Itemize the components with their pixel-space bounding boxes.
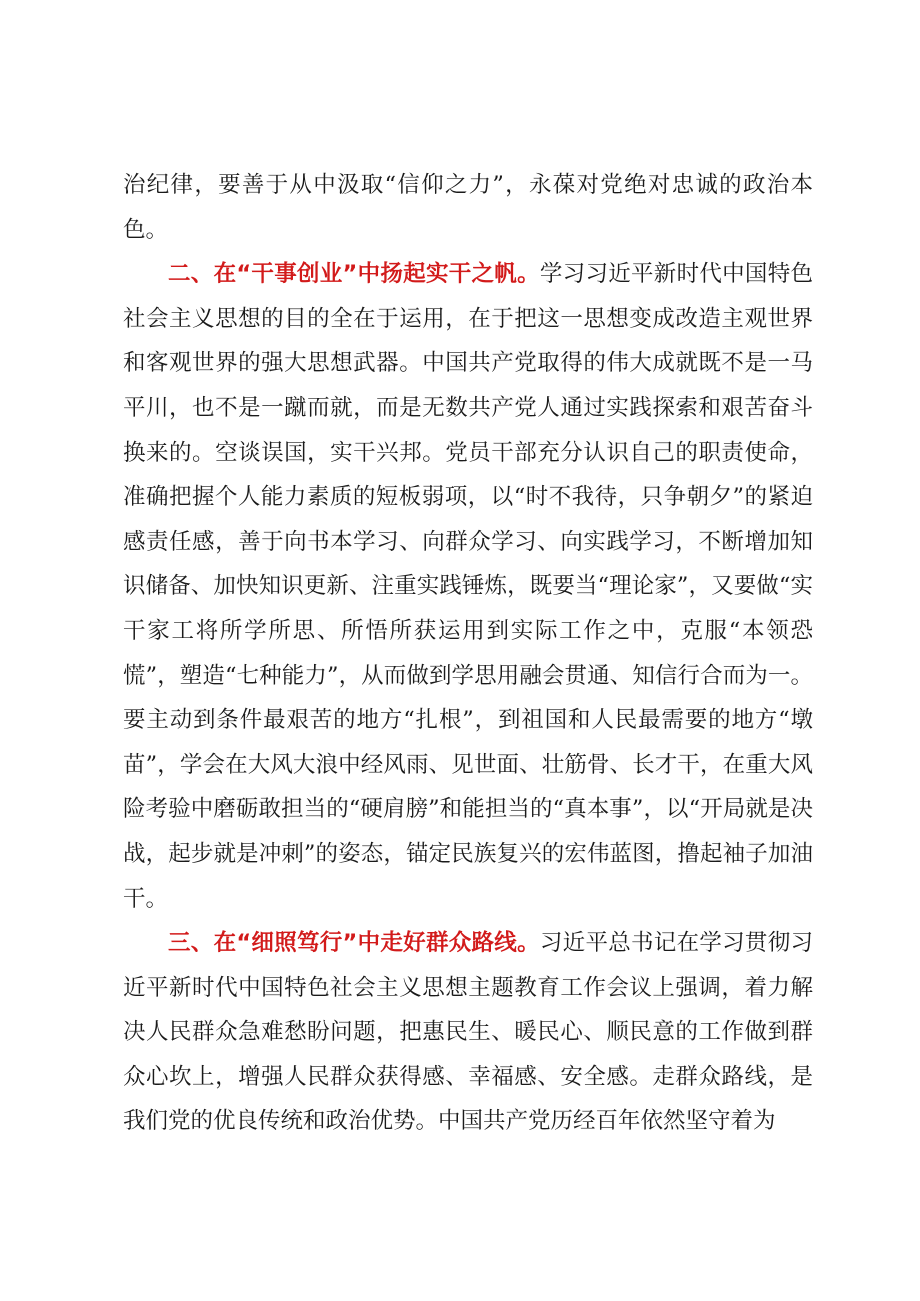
paragraph-continuation (123, 163, 813, 252)
paragraph-text: 学习习近平新时代中国特色社会主义思想的目的全在于运用，在于把这一思想变成改造主观世界和客观世界的强大思想武器。中国共产党取得的伟大成就既不是一马平川，也不是一蹴而就，而是无数共产党人通过实践探索和艰苦奋斗换来的。空谈误国，实干兴邦。党员干部充分认识自己的职责使命，准确把握个人能力素质的短板弱项，以“时不我待，只争朝夕”的紧迫感责任感，善于向书本学习、向群众学习、向实践学习，不断增加知识储备、加快知识更新、注重实践锤炼，既要当“理论家”，又要做“实干家工将所学所思、所悟所获运用到实际工作之中，克服“本领恐慌”，塑造“七种能力”，从而做到学思用融会贯通、知信行合而为一。要主动到条件最艰苦的地方“扎根”，到祖国和人民最需要的地方“墩苗”，学会在大风大浪中经风雨、见世面、壮筋骨、长才干，在重大风险考验中磨砺敢担当的“硬肩膀”和能担当的“真本事”，以“开局就是决战，起步就是冲刺”的姿态，锚定民族复兴的宏伟蓝图，撸起袖子加油干。 (123, 261, 813, 912)
document-body (123, 163, 813, 1144)
paragraph-text: 习近平总书记在学习贯彻习近平新时代中国特色社会主义思想主题教育工作会议上强调，着力解决人民群众急难愁盼问题，把惠民生、暖民心、顺民意的工作做到群众心坎上，增强人民群众获得感、幸福感、安全感。走群众路线，是我们党的优良传统和政治优势。中国共产党历经百年依然坚守着为 (123, 930, 813, 1135)
section-heading-2: 二、在“干事创业”中扬起实干之帆。 (168, 261, 540, 288)
section-heading-3: 三、在“细照笃行”中走好群众路线。 (168, 930, 540, 957)
paragraph-section-3 (123, 921, 813, 1144)
paragraph-section-2 (123, 252, 813, 921)
paragraph-text: 治纪律，要善于从中汲取“信仰之力”，永葆对党绝对忠诚的政治本色。 (123, 172, 813, 243)
